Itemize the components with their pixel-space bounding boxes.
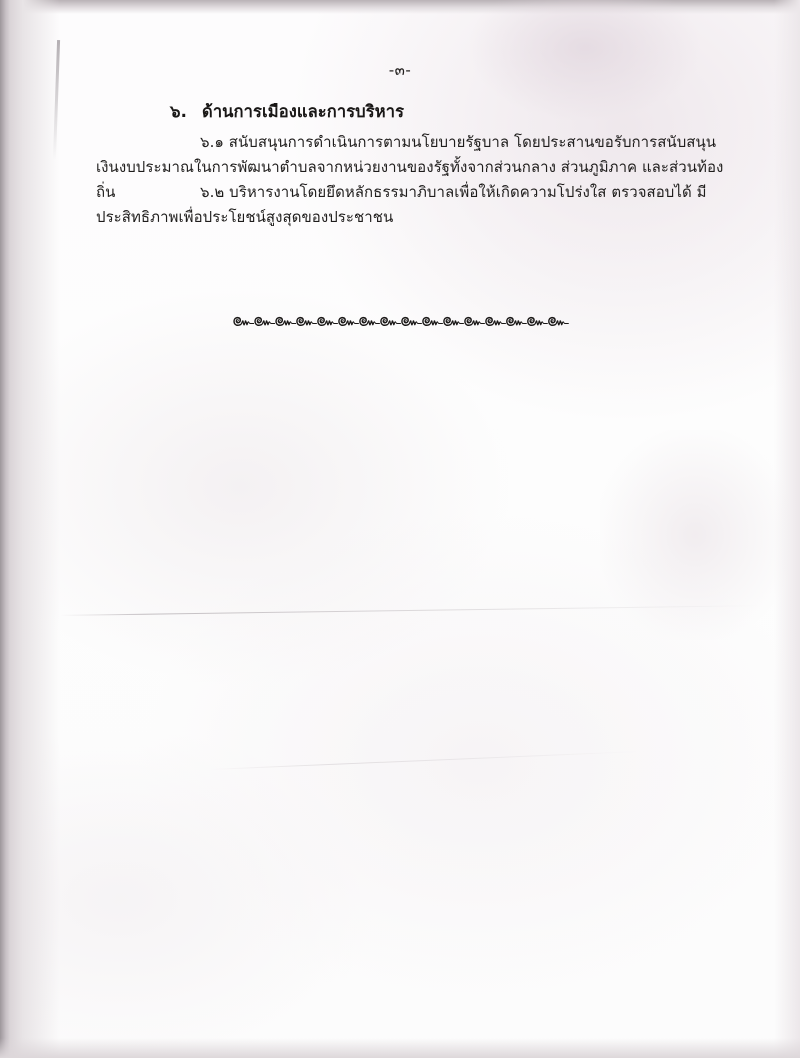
- paragraph-6-1: ๖.๑ สนับสนุนการดำเนินการตามนโยบายรัฐบาล โดยประสานขอรับการสนับสนุนเงินงบประมาณในการพัฒนาตำบลจากหน่วยงานของรัฐทั้งจากส่วนกลาง ส่วนภูมิภาค และส่วนท้องถิ่น: [96, 133, 724, 201]
- ornament-divider: ๛๛๛๛๛๛๛๛๛๛๛๛๛๛๛๛: [232, 309, 568, 331]
- section-heading: [170, 99, 404, 125]
- page-number: -๓-: [388, 61, 412, 79]
- section-heading-title: ด้านการเมืองและการบริหาร: [202, 102, 405, 121]
- section-heading-number: ๖.: [170, 102, 187, 121]
- paragraph-6-2: ๖.๒ บริหารงานโดยยึดหลักธรรมาภิบาลเพื่อให้เกิดความโปร่งใส ตรวจสอบได้ มีประสิทธิภาพเพื่อประโยชน์สูงสุดของประชาชน: [96, 183, 707, 226]
